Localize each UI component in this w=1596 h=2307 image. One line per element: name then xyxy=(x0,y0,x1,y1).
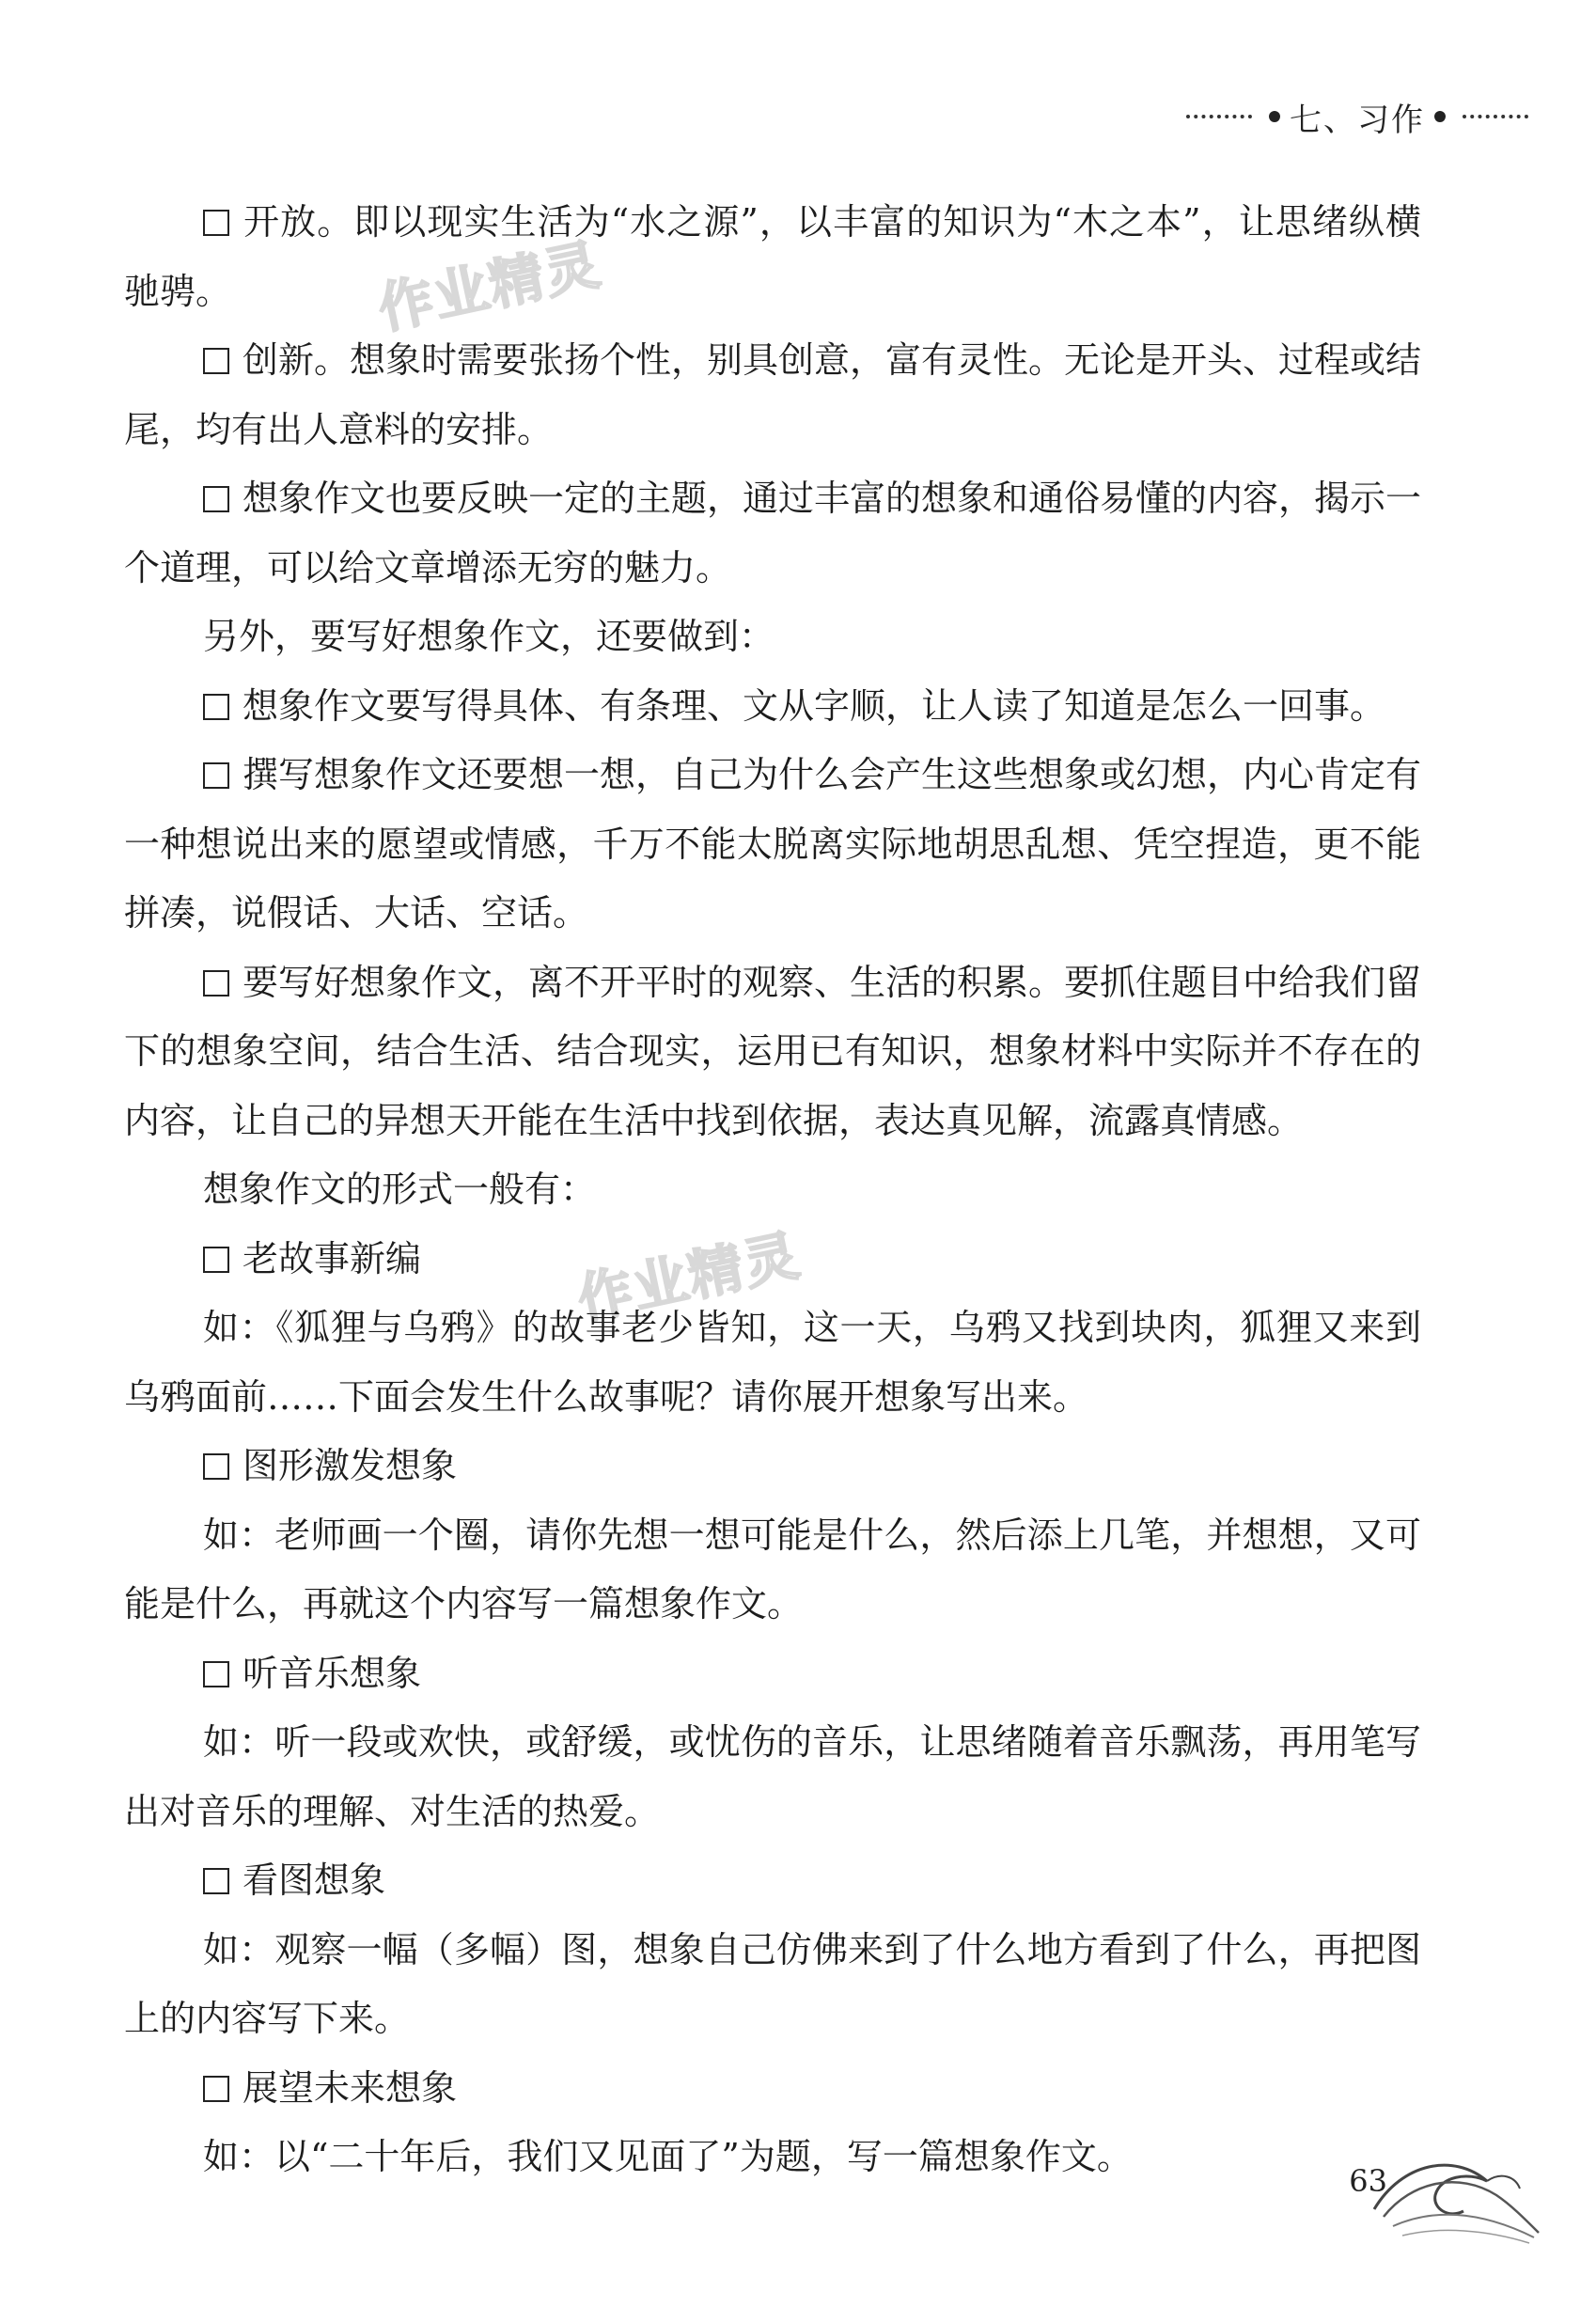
paragraph-text: 听音乐想象 xyxy=(243,1652,422,1694)
paragraph xyxy=(124,949,1421,1156)
paragraph-text: 如：听一段或欢快，或舒缓，或忧伤的音乐，让思绪随着音乐飘荡，再用笔写出对音乐的理解、对生活的热爱。 xyxy=(124,1721,1421,1832)
checkbox-square-icon xyxy=(203,210,229,236)
checkbox-square-icon xyxy=(203,1661,229,1687)
header-dots-left xyxy=(1186,115,1252,118)
paragraph-text: 老故事新编 xyxy=(243,1237,422,1279)
checkbox-square-icon xyxy=(203,2076,229,2102)
header-section-title: 七、习作 xyxy=(1290,101,1425,139)
paragraph xyxy=(124,2054,1421,2124)
paragraph xyxy=(124,1708,1421,1846)
header-bullet-right-icon xyxy=(1434,111,1446,122)
running-header xyxy=(1179,90,1536,143)
paragraph-text: 如：老师画一个圈，请你先想一想可能是什么，然后添上几笔，并想想，又可能是什么，再就这个内容写一篇想象作文。 xyxy=(124,1514,1421,1624)
checkbox-square-icon xyxy=(203,1453,229,1480)
checkbox-square-icon xyxy=(203,970,229,997)
checkbox-square-icon xyxy=(203,486,229,512)
page-number: 63 xyxy=(1349,2163,1387,2199)
paragraph xyxy=(124,2123,1421,2192)
paragraph xyxy=(124,603,1421,672)
paragraph xyxy=(124,1846,1421,1916)
paragraph-text: 想象作文的形式一般有： xyxy=(203,1169,597,1210)
paragraph xyxy=(124,1916,1421,2054)
checkbox-square-icon xyxy=(203,348,229,374)
paragraph xyxy=(124,1640,1421,1709)
page-body xyxy=(124,188,1421,2192)
paragraph xyxy=(124,1501,1421,1640)
paragraph-text: 开放。即以现实生活为“水之源”，以丰富的知识为“木之本”，让思绪纵横驰骋。 xyxy=(124,201,1421,312)
header-bullet-left-icon xyxy=(1269,111,1280,122)
paragraph-text: 图形激发想象 xyxy=(243,1445,458,1486)
paragraph xyxy=(124,188,1421,326)
paragraph xyxy=(124,741,1421,949)
paragraph xyxy=(124,1225,1421,1295)
checkbox-square-icon xyxy=(203,762,229,789)
paragraph-text: 如：《狐狸与乌鸦》的故事老少皆知，这一天，乌鸦又找到块肉，狐狸又来到乌鸦面前……下面会发生什么故事呢？请你展开想象写出来。 xyxy=(124,1307,1421,1418)
paragraph-text: 撰写想象作文还要想一想，自己为什么会产生这些想象或幻想，内心肯定有一种想说出来的愿望或情感，千万不能太脱离实际地胡思乱想、凭空捏造，更不能拼凑，说假话、大话、空话。 xyxy=(124,754,1422,934)
paragraph xyxy=(124,1155,1421,1225)
checkbox-square-icon xyxy=(203,694,229,720)
paragraph-text: 展望未来想象 xyxy=(243,2066,458,2109)
paragraph-text: 要写好想象作文，离不开平时的观察、生活的积累。要抓住题目中给我们留下的想象空间，结合生活、结合现实，运用已有知识，想象材料中实际并不存在的内容，让自己的异想天开能在生活中找到依据，表达真见解，流露真情感。 xyxy=(124,961,1422,1141)
paragraph-text: 想象作文也要反映一定的主题，通过丰富的想象和通俗易懂的内容，揭示一个道理，可以给文章增添无穷的魅力。 xyxy=(124,478,1422,589)
paragraph-text: 创新。想象时需要张扬个性，别具创意，富有灵性。无论是开头、过程或结尾，均有出人意料的安排。 xyxy=(124,339,1422,450)
paragraph xyxy=(124,672,1421,742)
paragraph-text: 另外，要写好想象作文，还要做到： xyxy=(203,616,775,657)
paragraph xyxy=(124,464,1421,603)
paragraph xyxy=(124,1432,1421,1501)
watermark: 作业精灵 xyxy=(372,231,607,342)
wave-ornament-icon xyxy=(1365,2143,1543,2247)
paragraph-text: 想象作文要写得具体、有条理、文从字顺，让人读了知道是怎么一回事。 xyxy=(243,684,1386,727)
paragraph xyxy=(124,1294,1421,1432)
paragraph-text: 如：以“二十年后，我们又见面了”为题，写一篇想象作文。 xyxy=(203,2136,1133,2177)
paragraph-text: 看图想象 xyxy=(243,1860,386,1901)
header-dots-right xyxy=(1463,115,1528,118)
paragraph xyxy=(124,326,1421,464)
checkbox-square-icon xyxy=(203,1247,229,1273)
watermark: 作业精灵 xyxy=(571,1222,806,1333)
paragraph-text: 如：观察一幅（多幅）图，想象自己仿佛来到了什么地方看到了什么，再把图上的内容写下来。 xyxy=(124,1928,1421,2039)
checkbox-square-icon xyxy=(203,1868,229,1894)
